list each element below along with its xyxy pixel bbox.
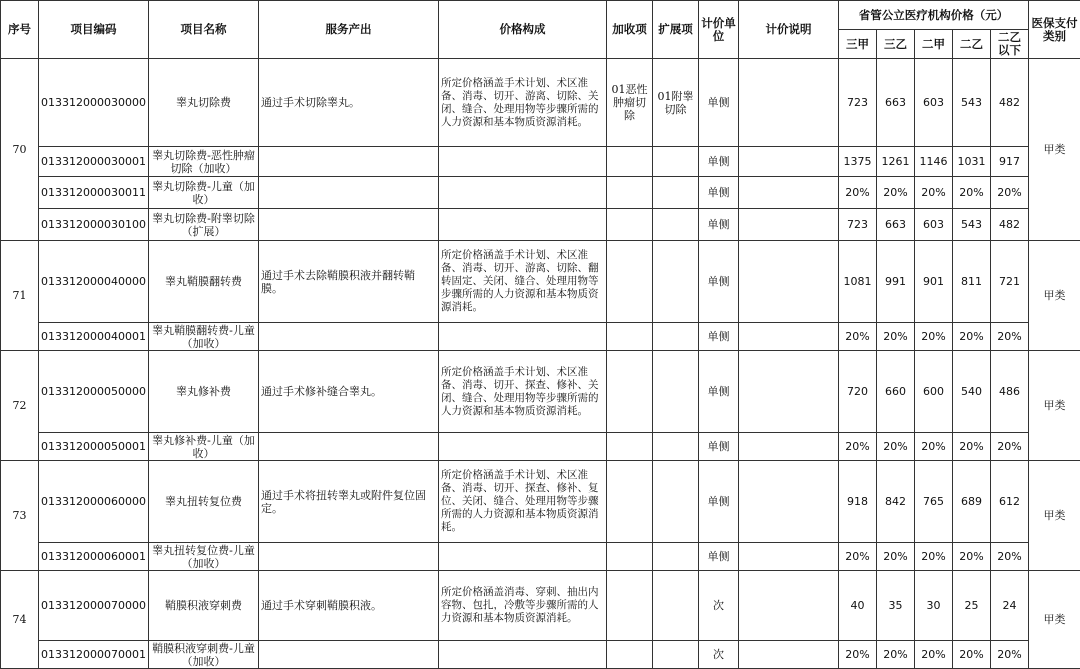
name-cell: 睾丸鞘膜翻转费-儿童（加收） — [149, 323, 259, 351]
service-cell — [259, 209, 439, 241]
price-cell: 40 — [839, 571, 877, 641]
header-level: 二甲 — [915, 30, 953, 59]
code-cell: 013312000060000 — [39, 461, 149, 543]
service-cell — [259, 177, 439, 209]
price-cell: 20% — [915, 323, 953, 351]
price-cell: 482 — [991, 59, 1029, 147]
addon-cell — [607, 461, 653, 543]
extend-cell: 01附睾切除 — [653, 59, 699, 147]
composition-cell — [439, 177, 607, 209]
price-cell: 20% — [877, 641, 915, 669]
insurance-cell: 甲类 — [1029, 571, 1080, 669]
header-name: 项目名称 — [149, 1, 259, 59]
unit-cell: 单侧 — [699, 323, 739, 351]
service-cell: 通过手术切除睾丸。 — [259, 59, 439, 147]
price-cell: 20% — [953, 433, 991, 461]
price-cell: 721 — [991, 241, 1029, 323]
unit-cell: 次 — [699, 571, 739, 641]
code-cell: 013312000070001 — [39, 641, 149, 669]
price-cell: 20% — [839, 543, 877, 571]
code-cell: 013312000030100 — [39, 209, 149, 241]
price-cell: 25 — [953, 571, 991, 641]
table-row — [1, 571, 1080, 641]
extend-cell — [653, 177, 699, 209]
note-cell — [739, 641, 839, 669]
composition-cell — [439, 209, 607, 241]
price-cell: 20% — [877, 543, 915, 571]
price-cell: 1375 — [839, 147, 877, 177]
header-level: 二乙以下 — [991, 30, 1029, 59]
price-cell: 720 — [839, 351, 877, 433]
extend-cell — [653, 351, 699, 433]
price-cell: 1031 — [953, 147, 991, 177]
price-cell: 24 — [991, 571, 1029, 641]
price-cell: 20% — [953, 177, 991, 209]
name-cell: 睾丸切除费-儿童（加收） — [149, 177, 259, 209]
composition-cell: 所定价格涵盖消毒、穿刺、抽出内容物、包扎，冷敷等步骤所需的人力资源和基本物质资源消耗。 — [439, 571, 607, 641]
composition-cell — [439, 543, 607, 571]
price-cell: 20% — [991, 323, 1029, 351]
table-row — [1, 147, 1080, 177]
extend-cell — [653, 209, 699, 241]
seq-cell: 71 — [1, 241, 39, 351]
price-cell: 1081 — [839, 241, 877, 323]
seq-cell: 74 — [1, 571, 39, 669]
insurance-cell: 甲类 — [1029, 59, 1080, 241]
unit-cell: 单侧 — [699, 543, 739, 571]
insurance-cell: 甲类 — [1029, 351, 1080, 461]
service-cell — [259, 323, 439, 351]
note-cell — [739, 461, 839, 543]
unit-cell: 单侧 — [699, 433, 739, 461]
price-cell: 723 — [839, 209, 877, 241]
code-cell: 013312000050001 — [39, 433, 149, 461]
table-row — [1, 241, 1080, 323]
price-cell: 991 — [877, 241, 915, 323]
price-cell: 20% — [915, 433, 953, 461]
note-cell — [739, 543, 839, 571]
composition-cell: 所定价格涵盖手术计划、术区准备、消毒、切开、探查、修补、关闭、缝合、处理用物等步骤所需的人力资源和基本物质资源消耗。 — [439, 351, 607, 433]
note-cell — [739, 209, 839, 241]
header-unit: 计价单位 — [699, 1, 739, 59]
insurance-cell: 甲类 — [1029, 241, 1080, 351]
extend-cell — [653, 543, 699, 571]
price-cell: 20% — [915, 641, 953, 669]
table-row — [1, 351, 1080, 433]
table-row — [1, 461, 1080, 543]
seq-cell: 73 — [1, 461, 39, 571]
price-cell: 482 — [991, 209, 1029, 241]
price-cell: 765 — [915, 461, 953, 543]
name-cell: 睾丸扭转复位费-儿童（加收） — [149, 543, 259, 571]
price-cell: 20% — [953, 543, 991, 571]
table-row — [1, 433, 1080, 461]
note-cell — [739, 571, 839, 641]
price-cell: 20% — [991, 177, 1029, 209]
note-cell — [739, 59, 839, 147]
unit-cell: 单侧 — [699, 351, 739, 433]
unit-cell: 单侧 — [699, 147, 739, 177]
service-cell — [259, 543, 439, 571]
composition-cell: 所定价格涵盖手术计划、术区准备、消毒、切开、游离、切除、翻转固定、关闭、缝合、处理用物等步骤所需的人力资源和基本物质资源消耗。 — [439, 241, 607, 323]
price-cell: 20% — [991, 433, 1029, 461]
price-cell: 20% — [991, 543, 1029, 571]
addon-cell — [607, 641, 653, 669]
extend-cell — [653, 461, 699, 543]
service-cell: 通过手术穿刺鞘膜积液。 — [259, 571, 439, 641]
addon-cell — [607, 351, 653, 433]
code-cell: 013312000030011 — [39, 177, 149, 209]
table-row — [1, 209, 1080, 241]
extend-cell — [653, 147, 699, 177]
unit-cell: 单侧 — [699, 461, 739, 543]
price-cell: 543 — [953, 209, 991, 241]
price-cell: 20% — [953, 323, 991, 351]
price-cell: 917 — [991, 147, 1029, 177]
header-extend: 扩展项 — [653, 1, 699, 59]
composition-cell: 所定价格涵盖手术计划、术区准备、消毒、切开、游离、切除、关闭、缝合、处理用物等步骤所需的人力资源和基本物质资源消耗。 — [439, 59, 607, 147]
header-insurance: 医保支付类别 — [1029, 1, 1080, 59]
name-cell: 鞘膜积液穿刺费-儿童（加收） — [149, 641, 259, 669]
unit-cell: 单侧 — [699, 241, 739, 323]
extend-cell — [653, 641, 699, 669]
note-cell — [739, 351, 839, 433]
header-service: 服务产出 — [259, 1, 439, 59]
header-note: 计价说明 — [739, 1, 839, 59]
price-cell: 663 — [877, 59, 915, 147]
composition-cell — [439, 323, 607, 351]
composition-cell: 所定价格涵盖手术计划、术区准备、消毒、切开、探查、修补、复位、关闭、缝合、处理用物等步骤所需的人力资源和基本物质资源消耗。 — [439, 461, 607, 543]
price-cell: 30 — [915, 571, 953, 641]
price-cell: 842 — [877, 461, 915, 543]
table-row — [1, 641, 1080, 669]
price-cell: 20% — [877, 323, 915, 351]
price-cell: 540 — [953, 351, 991, 433]
service-cell: 通过手术修补缝合睾丸。 — [259, 351, 439, 433]
header-row — [1, 1, 1080, 30]
price-cell: 663 — [877, 209, 915, 241]
code-cell: 013312000070000 — [39, 571, 149, 641]
price-cell: 20% — [839, 323, 877, 351]
name-cell: 鞘膜积液穿刺费 — [149, 571, 259, 641]
service-cell — [259, 641, 439, 669]
header-seq: 序号 — [1, 1, 39, 59]
seq-cell: 72 — [1, 351, 39, 461]
header-price-group: 省管公立医疗机构价格（元） — [839, 1, 1029, 30]
code-cell: 013312000060001 — [39, 543, 149, 571]
header-level: 三甲 — [839, 30, 877, 59]
name-cell: 睾丸切除费-附睾切除（扩展） — [149, 209, 259, 241]
addon-cell — [607, 433, 653, 461]
price-cell: 543 — [953, 59, 991, 147]
header-composition: 价格构成 — [439, 1, 607, 59]
extend-cell — [653, 571, 699, 641]
table-row — [1, 59, 1080, 147]
price-cell: 20% — [991, 641, 1029, 669]
addon-cell — [607, 241, 653, 323]
code-cell: 013312000030001 — [39, 147, 149, 177]
unit-cell: 单侧 — [699, 59, 739, 147]
price-cell: 20% — [877, 177, 915, 209]
price-cell: 20% — [839, 641, 877, 669]
name-cell: 睾丸切除费-恶性肿瘤切除（加收） — [149, 147, 259, 177]
note-cell — [739, 177, 839, 209]
unit-cell: 单侧 — [699, 209, 739, 241]
note-cell — [739, 241, 839, 323]
service-cell — [259, 147, 439, 177]
addon-cell — [607, 543, 653, 571]
price-cell: 20% — [877, 433, 915, 461]
unit-cell: 次 — [699, 641, 739, 669]
header-code: 项目编码 — [39, 1, 149, 59]
addon-cell — [607, 323, 653, 351]
price-cell: 603 — [915, 59, 953, 147]
note-cell — [739, 323, 839, 351]
composition-cell — [439, 433, 607, 461]
price-cell: 20% — [915, 177, 953, 209]
code-cell: 013312000030000 — [39, 59, 149, 147]
addon-cell — [607, 571, 653, 641]
price-cell: 612 — [991, 461, 1029, 543]
price-cell: 689 — [953, 461, 991, 543]
price-cell: 918 — [839, 461, 877, 543]
code-cell: 013312000040000 — [39, 241, 149, 323]
header-addon: 加收项 — [607, 1, 653, 59]
price-cell: 35 — [877, 571, 915, 641]
addon-cell — [607, 209, 653, 241]
name-cell: 睾丸切除费 — [149, 59, 259, 147]
name-cell: 睾丸修补费-儿童（加收） — [149, 433, 259, 461]
header-level: 三乙 — [877, 30, 915, 59]
price-cell: 723 — [839, 59, 877, 147]
header-level: 二乙 — [953, 30, 991, 59]
price-cell: 20% — [953, 641, 991, 669]
table-row — [1, 543, 1080, 571]
extend-cell — [653, 433, 699, 461]
insurance-cell: 甲类 — [1029, 461, 1080, 571]
composition-cell — [439, 641, 607, 669]
code-cell: 013312000040001 — [39, 323, 149, 351]
price-cell: 20% — [839, 177, 877, 209]
service-cell — [259, 433, 439, 461]
composition-cell — [439, 147, 607, 177]
price-cell: 600 — [915, 351, 953, 433]
table-row — [1, 323, 1080, 351]
extend-cell — [653, 323, 699, 351]
code-cell: 013312000050000 — [39, 351, 149, 433]
price-cell: 811 — [953, 241, 991, 323]
price-cell: 1261 — [877, 147, 915, 177]
note-cell — [739, 433, 839, 461]
note-cell — [739, 147, 839, 177]
service-cell: 通过手术将扭转睾丸或附件复位固定。 — [259, 461, 439, 543]
name-cell: 睾丸鞘膜翻转费 — [149, 241, 259, 323]
addon-cell: 01恶性肿瘤切除 — [607, 59, 653, 147]
name-cell: 睾丸扭转复位费 — [149, 461, 259, 543]
table-row — [1, 177, 1080, 209]
price-cell: 20% — [839, 433, 877, 461]
price-cell: 901 — [915, 241, 953, 323]
addon-cell — [607, 177, 653, 209]
addon-cell — [607, 147, 653, 177]
price-cell: 486 — [991, 351, 1029, 433]
price-cell: 660 — [877, 351, 915, 433]
price-cell: 20% — [915, 543, 953, 571]
extend-cell — [653, 241, 699, 323]
seq-cell: 70 — [1, 59, 39, 241]
unit-cell: 单侧 — [699, 177, 739, 209]
price-cell: 603 — [915, 209, 953, 241]
service-cell: 通过手术去除鞘膜积液并翻转鞘膜。 — [259, 241, 439, 323]
name-cell: 睾丸修补费 — [149, 351, 259, 433]
price-cell: 1146 — [915, 147, 953, 177]
